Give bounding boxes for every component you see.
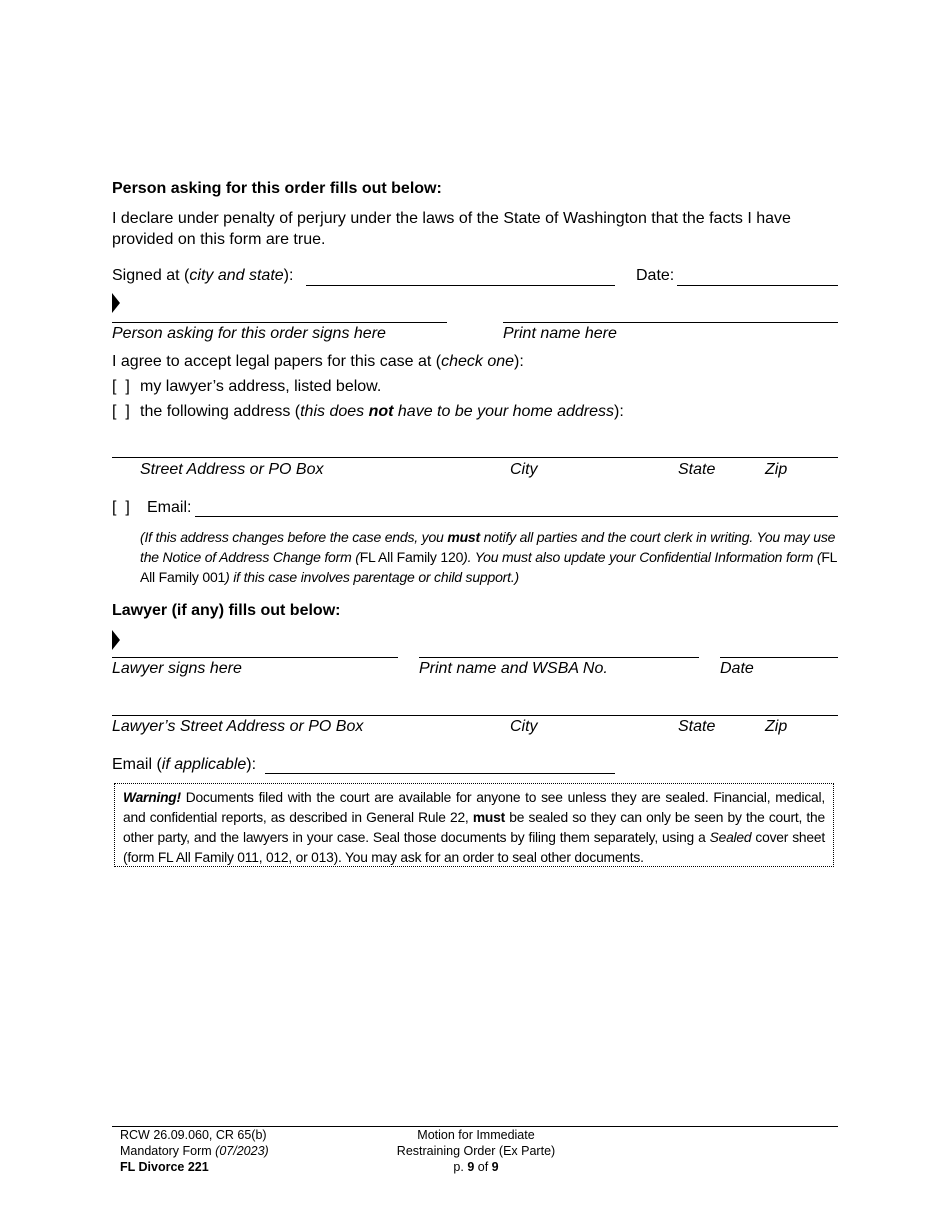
lawyer-email-label: Email (if applicable):: [112, 756, 257, 773]
date-field[interactable]: [677, 267, 838, 286]
footer-mandatory: Mandatory Form (07/2023): [120, 1144, 269, 1158]
checkbox-following-address[interactable]: [ ]: [112, 403, 130, 420]
footer-left: [120, 1127, 269, 1175]
lawyer-zip-label: Zip: [765, 718, 788, 735]
option-following-address-label: the following address (this does not have to be your home address):: [140, 403, 624, 420]
address-zip-label: Zip: [765, 461, 788, 478]
checkbox-lawyer-address[interactable]: [ ]: [112, 378, 130, 395]
petitioner-print-name-line[interactable]: [503, 322, 838, 323]
sign-arrow-icon: [112, 293, 120, 313]
petitioner-print-label: Print name here: [503, 325, 617, 342]
lawyer-address-line[interactable]: [112, 715, 838, 716]
lawyer-signature-line[interactable]: [112, 657, 398, 658]
warning-box: Warning! Documents filed with the court are available for anyone to see unless they are sealed. Financial, medical, and confidential reports, as described in General Rule 22, must be sealed so they can only be seen by the court, the other party, and the lawyers in your case. Seal those documents by filing them separately, using a Sealed cover sheet (form FL All Family 011, 012, or 013). You may ask for an order to seal other documents.: [114, 783, 834, 867]
address-city-label: City: [510, 461, 538, 478]
lawyer-city-label: City: [510, 718, 538, 735]
lawyer-date-line[interactable]: [720, 657, 838, 658]
address-street-label: Street Address or PO Box: [140, 461, 324, 478]
lawyer-sign-arrow-icon: [112, 630, 120, 650]
declaration-text: I declare under penalty of perjury under the laws of the State of Washington that the facts I have provided on this form are true.: [112, 210, 791, 248]
lawyer-date-label: Date: [720, 660, 754, 677]
footer-rcw: RCW 26.09.060, CR 65(b): [120, 1128, 267, 1142]
footer-title-line2: Restraining Order (Ex Parte): [396, 1144, 556, 1158]
email-label: Email:: [147, 499, 192, 516]
date-label: Date:: [636, 267, 675, 284]
lawyer-street-label: Lawyer’s Street Address or PO Box: [112, 718, 364, 735]
accept-papers-text: I agree to accept legal papers for this case at (check one):: [112, 353, 524, 370]
lawyer-print-name-line[interactable]: [419, 657, 699, 658]
footer-page: p. 9 of 9: [453, 1160, 499, 1174]
lawyer-state-label: State: [678, 718, 716, 735]
lawyer-sign-label: Lawyer signs here: [112, 660, 242, 677]
petitioner-sign-label: Person asking for this order signs here: [112, 325, 386, 342]
lawyer-print-label: Print name and WSBA No.: [419, 660, 608, 677]
option-lawyer-address-label: my lawyer’s address, listed below.: [140, 378, 382, 395]
email-field[interactable]: [195, 498, 838, 517]
signed-at-field[interactable]: [306, 267, 615, 286]
lawyer-email-field[interactable]: [265, 755, 615, 774]
checkbox-email[interactable]: [ ]: [112, 499, 130, 516]
footer-form-id: FL Divorce 221: [120, 1160, 209, 1174]
signed-at-label: Signed at (city and state):: [112, 267, 294, 284]
footer-title-line1: Motion for Immediate: [417, 1128, 535, 1142]
address-change-note: (If this address changes before the case ends, you must notify all parties and the court clerk in writing. You may use the Notice of Address Change form (FL All Family 120). You must also update your Confidential Information form (FL All Family 001) if this case involves parentage or child support.): [140, 529, 837, 585]
petitioner-signature-line[interactable]: [112, 322, 447, 323]
lawyer-heading: Lawyer (if any) fills out below:: [112, 602, 341, 619]
footer-center: [376, 1127, 576, 1175]
petitioner-heading: Person asking for this order fills out below:: [112, 180, 442, 197]
address-state-label: State: [678, 461, 716, 478]
address-line[interactable]: [112, 457, 838, 458]
